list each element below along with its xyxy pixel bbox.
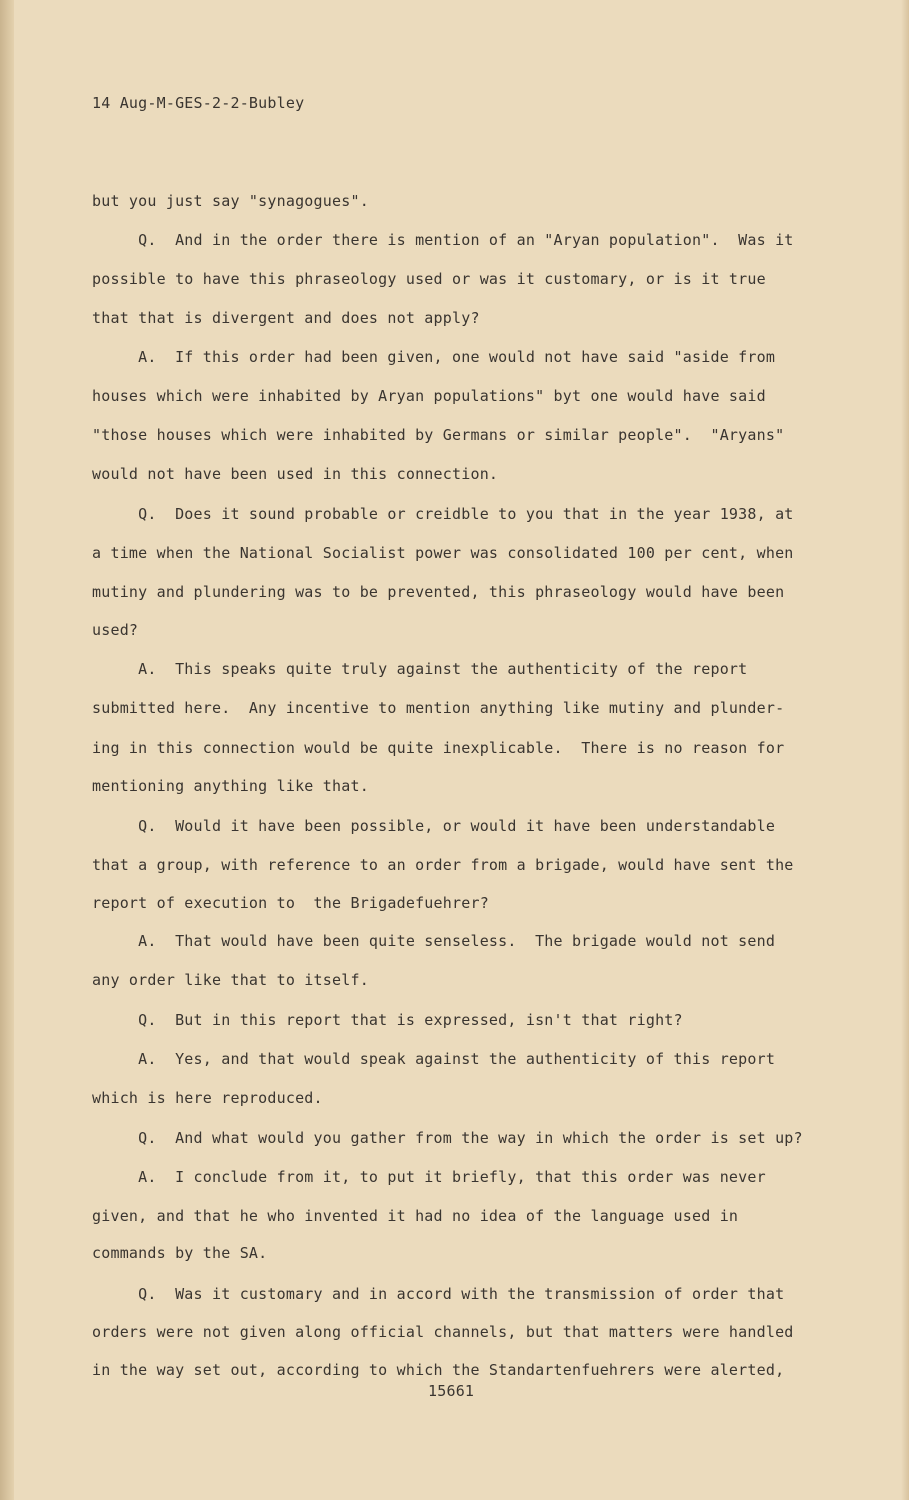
text-line: ing in this connection would be quite inexplicable. There is no reason for xyxy=(92,739,785,757)
text-line: Q. But in this report that is expressed, isn't that right? xyxy=(92,1011,683,1029)
text-line: but you just say "synagogues". xyxy=(92,192,369,210)
text-line: that that is divergent and does not apply? xyxy=(92,309,480,327)
text-line: A. This speaks quite truly against the authenticity of the report xyxy=(92,660,748,678)
text-line: would not have been used in this connection. xyxy=(92,465,499,483)
page-number: 15661 xyxy=(428,1382,475,1400)
text-line: A. Yes, and that would speak against the authenticity of this report xyxy=(92,1050,776,1068)
text-line: Q. Was it customary and in accord with the transmission of order that xyxy=(92,1285,785,1303)
text-line: that a group, with reference to an order from a brigade, would have sent the xyxy=(92,856,794,874)
text-line: Q. And what would you gather from the way in which the order is set up? xyxy=(92,1129,803,1147)
text-line: report of execution to the Brigadefuehrer? xyxy=(92,894,489,912)
page-edge-left xyxy=(0,0,14,1500)
text-line: submitted here. Any incentive to mention anything like mutiny and plunder- xyxy=(92,699,785,717)
text-line: which is here reproduced. xyxy=(92,1089,323,1107)
text-line: given, and that he who invented it had no idea of the language used in xyxy=(92,1207,739,1225)
text-line: Q. And in the order there is mention of an "Aryan population". Was it xyxy=(92,231,794,249)
text-line: Q. Does it sound probable or creidble to you that in the year 1938, at xyxy=(92,505,794,523)
text-line: "those houses which were inhabited by Germans or similar people". "Aryans" xyxy=(92,426,785,444)
text-line: commands by the SA. xyxy=(92,1244,268,1262)
page-header: 14 Aug-M-GES-2-2-Bubley xyxy=(92,94,305,112)
text-line: orders were not given along official channels, but that matters were handled xyxy=(92,1323,794,1341)
text-line: Q. Would it have been possible, or would it have been understandable xyxy=(92,817,776,835)
text-line: possible to have this phraseology used or was it customary, or is it true xyxy=(92,270,766,288)
text-line: A. That would have been quite senseless. The brigade would not send xyxy=(92,932,776,950)
text-line: mutiny and plundering was to be prevented, this phraseology would have been xyxy=(92,583,785,601)
text-line: A. If this order had been given, one would not have said "aside from xyxy=(92,348,776,366)
text-line: mentioning anything like that. xyxy=(92,777,369,795)
text-line: in the way set out, according to which the Standartenfuehrers were alerted, xyxy=(92,1361,785,1379)
page-edge-right xyxy=(901,0,909,1500)
text-line: a time when the National Socialist power was consolidated 100 per cent, when xyxy=(92,544,794,562)
text-line: A. I conclude from it, to put it briefly, that this order was never xyxy=(92,1168,766,1186)
text-line: used? xyxy=(92,621,139,639)
text-line: houses which were inhabited by Aryan populations" byt one would have said xyxy=(92,387,766,405)
text-line: any order like that to itself. xyxy=(92,971,369,989)
